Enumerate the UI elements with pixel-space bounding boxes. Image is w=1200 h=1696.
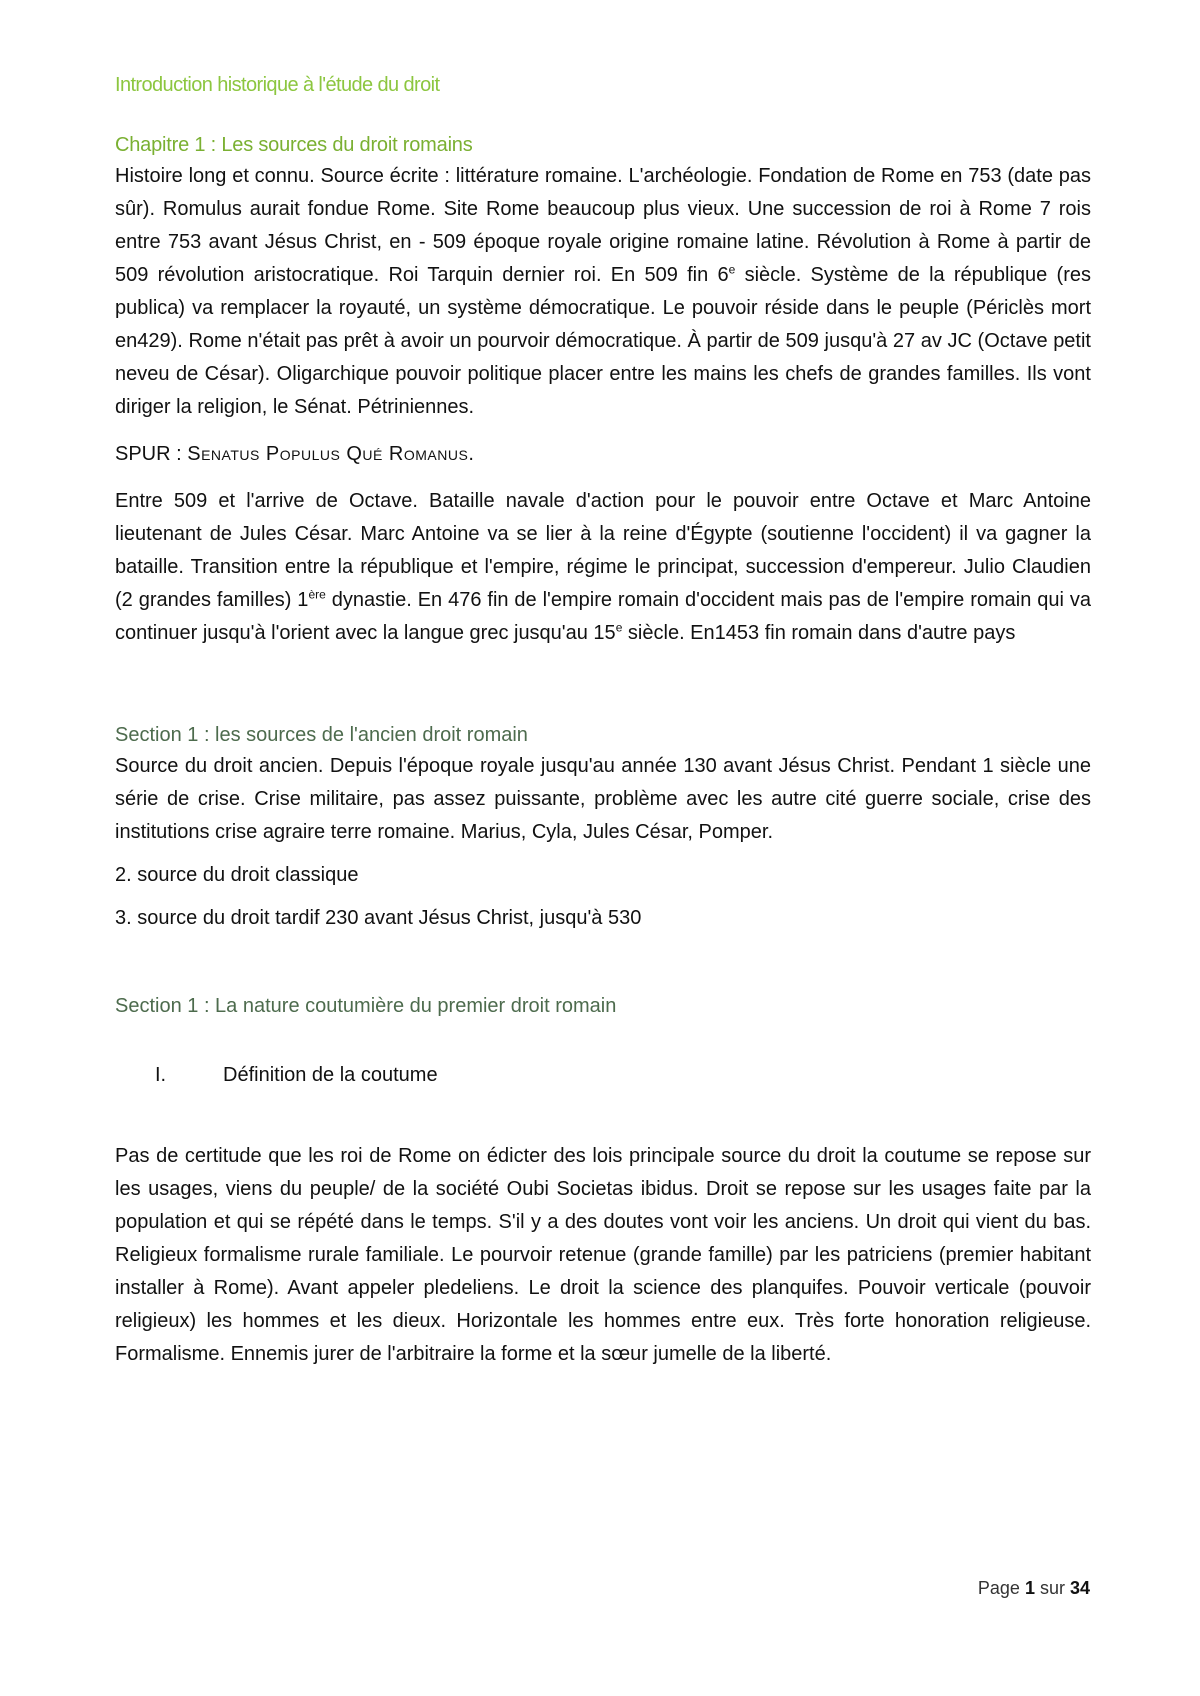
page-total: 34 bbox=[1069, 1578, 1090, 1598]
section-heading-2: Section 1 : La nature coutumière du premier droit romain bbox=[115, 995, 617, 1017]
spur-label: SPUR : bbox=[115, 443, 188, 465]
section1-paragraph: Source du droit ancien. Depuis l'époque royale jusqu'au année 130 avant Jésus Christ. Pendant 1 siècle une série de crise. Crise militaire, pas assez puissante, problème avec les autre cité guerre sociale, crise des institutions crise agraire terre romaine. Marius, Cyla, Jules César, Pomper. bbox=[115, 755, 1091, 843]
text-run: Histoire long et connu. Source écrite : littérature romaine. L'archéologie. Fondation de Rome en 753 (date pas sûr). Romulus aurait fondue Rome. Site Rome beaucoup plus vieux. Une succession de roi à Rome 7 rois entre 753 avant Jésus Christ, en - 509 époque royale origine romaine latine. Révolution à Rome à partir de 509 révolution aristocratique. Roi Tarquin dernier roi. En 509 fin 6 bbox=[115, 165, 1091, 286]
footer-sep: sur bbox=[1034, 1578, 1070, 1598]
superscript: e bbox=[728, 262, 736, 277]
spur-line bbox=[115, 438, 1091, 471]
subheading-number: I. bbox=[155, 1064, 167, 1086]
section2-paragraph: Pas de certitude que les roi de Rome on édicter des lois principale source du droit la coutume se repose sur les usages, viens du peuple/ de la société Oubi Societas ibidus. Droit se repose sur les usages faite par la population et qui se répété dans le temps. S'il y a des doutes vont voir les anciens. Un droit qui vient du bas. Religieux formalisme rurale familiale. Le pourvoir retenue (grande famille) par les patriciens (premier habitant installer à Rome). Avant appeler pledeliens. Le droit la science des planquifes. Pouvoir verticale (pouvoir religieux) les hommes et les dieux. Horizontale les hommes entre eux. Très forte honoration religieuse. Formalisme. Ennemis jurer de l'arbitraire la forme et la sœur jumelle de la liberté. bbox=[115, 1145, 1091, 1365]
text-run: dynastie. En 476 fin de l'empire romain d'occident mais pas de l'empire romain qui va continuer jusqu'à l'orient avec la langue grec jusqu'au 15 bbox=[115, 589, 1091, 644]
page-footer bbox=[978, 1578, 1090, 1599]
chapter-heading: Chapitre 1 : Les sources du droit romains bbox=[115, 134, 473, 156]
text-run: siècle. En1453 fin romain dans d'autre pays bbox=[622, 622, 1016, 644]
subheading bbox=[115, 1059, 1091, 1092]
text-run: Entre 509 et l'arrive de Octave. Bataille navale d'action pour le pouvoir entre Octave et Marc Antoine lieutenant de Jules César. Marc Antoine va se lier à la reine d'Égypte (soutienne l'occident) il va gagner la bataille. Transition entre la république et l'empire, régime le principat, succession d'empereur. Julio Claudien (2 grandes familles) 1 bbox=[115, 490, 1091, 611]
page-current: 1 bbox=[1024, 1578, 1035, 1598]
list-item-3: 3. source du droit tardif 230 avant Jésus Christ, jusqu'à 530 bbox=[115, 907, 642, 929]
list-item-2: 2. source du droit classique bbox=[115, 864, 359, 886]
document-title: Introduction historique à l'étude du droit bbox=[115, 74, 440, 96]
superscript: e bbox=[615, 620, 623, 635]
spur-text: Senatus Populus Qué Romanus. bbox=[187, 443, 475, 465]
text-run: siècle. Système de la république (res publica) va remplacer la royauté, un système démocratique. Le pouvoir réside dans le peuple (Périclès mort en429). Rome n'était pas prêt à avoir un pourvoir démocratique. À partir de 509 jusqu'à 27 av JC (Octave petit neveu de César). Oligarchique pouvoir politique placer entre les mains les chefs de grandes familles. Ils vont diriger la religion, le Sénat. Pétriniennes. bbox=[115, 264, 1091, 418]
footer-label: Page bbox=[977, 1578, 1025, 1598]
document-page bbox=[115, 70, 1091, 1371]
subheading-title: Définition de la coutume bbox=[223, 1064, 438, 1086]
chapter-paragraph-1 bbox=[115, 160, 1091, 424]
section-heading-1: Section 1 : les sources de l'ancien droit romain bbox=[115, 724, 528, 746]
superscript: ère bbox=[308, 587, 326, 602]
chapter-paragraph-3 bbox=[115, 485, 1091, 650]
